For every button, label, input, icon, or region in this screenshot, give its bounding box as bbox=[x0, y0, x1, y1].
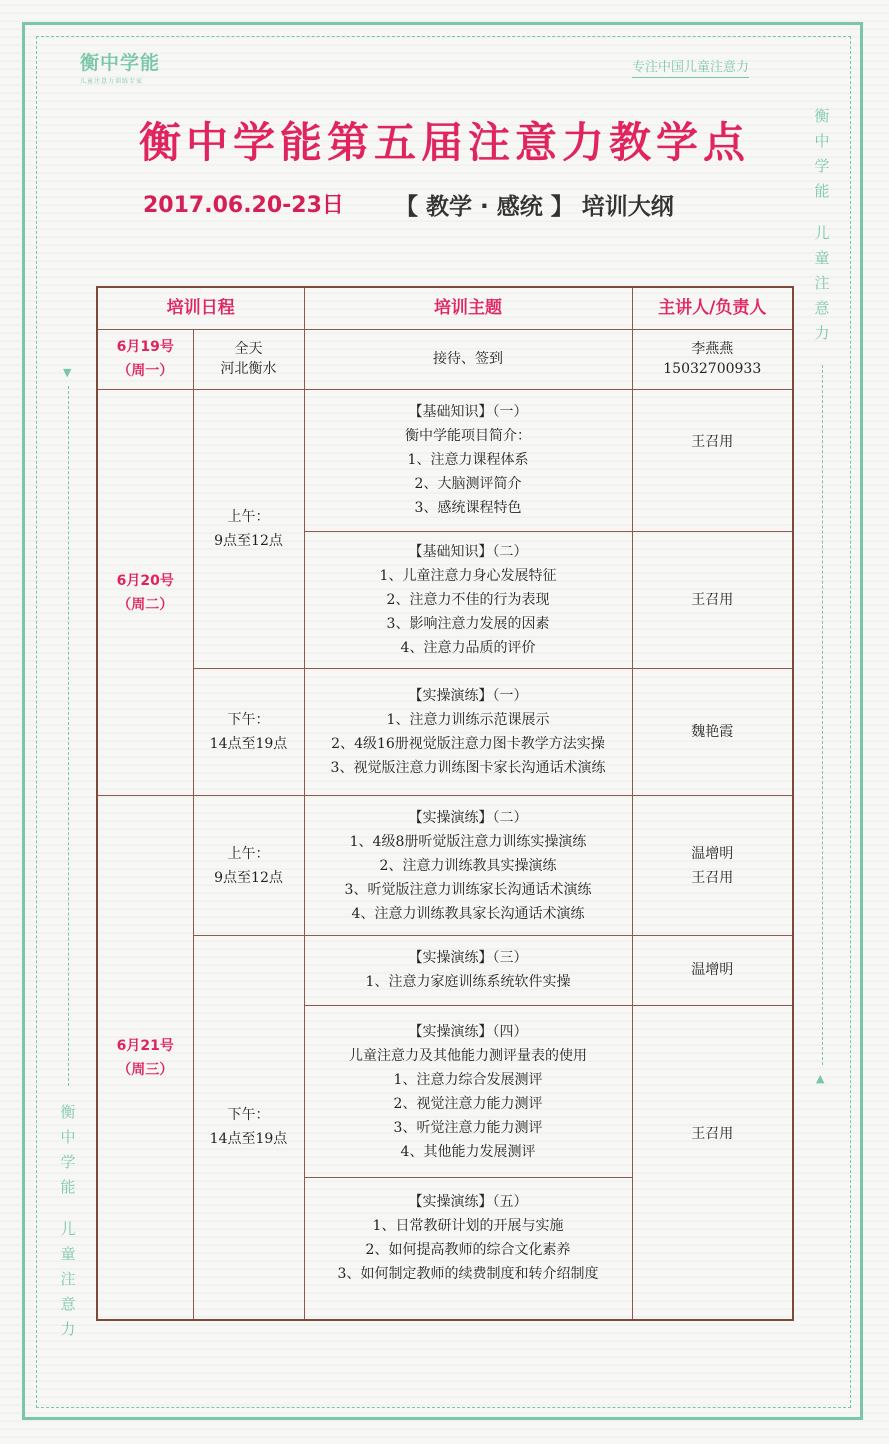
topic-cell: 接待、签到 bbox=[304, 329, 632, 389]
header-topic: 培训主题 bbox=[304, 287, 632, 329]
date-text: 6月20号 bbox=[116, 572, 174, 589]
date-cell bbox=[97, 796, 193, 1320]
table-row bbox=[97, 389, 793, 531]
time-cell bbox=[193, 796, 304, 935]
date-cell bbox=[97, 389, 193, 796]
speaker-name: 王召用 bbox=[691, 869, 734, 886]
speaker-name: 魏艳霞 bbox=[691, 724, 734, 741]
side-text-left bbox=[58, 1100, 78, 1342]
logo-main-text: 衡中学能 bbox=[80, 52, 161, 74]
topic-cell: 【实操演练】（三） 1、注意力家庭训练系统软件实操 bbox=[304, 935, 632, 1005]
outline-title: 【 教学 · 感统 】 培训大纲 bbox=[395, 194, 674, 220]
date-text: 6月21号 bbox=[116, 1037, 174, 1054]
side-char: 学 bbox=[60, 1153, 76, 1171]
topic-cell: 【实操演练】（四） 儿童注意力及其他能力测评量表的使用 1、注意力综合发展测评 2、视觉注意力能力测评 3、听觉注意力能力测评 4、其他能力发展测评 bbox=[304, 1005, 632, 1177]
side-char: 童 bbox=[60, 1245, 76, 1263]
time-cell bbox=[193, 329, 304, 389]
page-title: 衡中学能第五届注意力教学点 bbox=[138, 118, 750, 167]
topic-cell: 【基础知识】（二） 1、儿童注意力身心发展特征 2、注意力不佳的行为表现 3、影响注意力发展的因素 4、注意力品质的评价 bbox=[304, 531, 632, 668]
topic-cell: 【实操演练】（一） 1、注意力训练示范课展示 2、4级16册视觉版注意力图卡教学方法实操 3、视觉版注意力训练图卡家长沟通话术演练 bbox=[304, 669, 632, 796]
time-range: 14点至19点 bbox=[209, 1131, 288, 1148]
up-triangle-icon: ▲ bbox=[816, 1072, 825, 1085]
side-char: 学 bbox=[814, 157, 830, 175]
speaker-cell bbox=[632, 935, 793, 1005]
weekday-text: （周三） bbox=[117, 1061, 174, 1078]
time-range: 14点至19点 bbox=[209, 736, 288, 753]
left-dashed-line bbox=[68, 386, 69, 1086]
speaker-name: 李燕燕 bbox=[691, 341, 734, 358]
weekday-text: （周一） bbox=[117, 363, 174, 380]
time-label: 上午： bbox=[227, 508, 270, 525]
right-dashed-line bbox=[822, 365, 823, 1065]
speaker-name: 温增明 bbox=[691, 845, 734, 862]
topic-cell: 【实操演练】（二） 1、4级8册听觉版注意力训练实操演练 2、注意力训练教具实操演练 3、听觉版注意力训练家长沟通话术演练 4、注意力训练教具家长沟通话术演练 bbox=[304, 796, 632, 935]
speaker-cell bbox=[632, 329, 793, 389]
header-speaker: 主讲人/负责人 bbox=[632, 287, 793, 329]
side-char: 力 bbox=[60, 1320, 76, 1338]
slogan: 专注中国儿童注意力 bbox=[632, 56, 749, 78]
brand-logo bbox=[80, 48, 160, 85]
speaker-cell bbox=[632, 389, 793, 531]
table-row bbox=[97, 935, 793, 1005]
speaker-cell bbox=[632, 531, 793, 668]
speaker-name: 王召用 bbox=[691, 433, 734, 450]
speaker-cell bbox=[632, 796, 793, 935]
side-char: 能 bbox=[814, 182, 830, 200]
speaker-name: 王召用 bbox=[691, 592, 734, 609]
side-char: 童 bbox=[814, 249, 830, 267]
table-row bbox=[97, 796, 793, 935]
time-cell bbox=[193, 935, 304, 1320]
side-char: 中 bbox=[60, 1128, 76, 1146]
time-cell bbox=[193, 389, 304, 669]
side-char: 衡 bbox=[814, 107, 830, 125]
side-char: 意 bbox=[60, 1295, 76, 1313]
side-char: 能 bbox=[60, 1178, 76, 1196]
weekday-text: （周二） bbox=[117, 596, 174, 613]
down-triangle-icon: ▼ bbox=[63, 366, 72, 379]
topic-cell: 【实操演练】（五） 1、日常教研计划的开展与实施 2、如何提高教师的综合文化素养 3、如何制定教师的续费制度和转介绍制度 bbox=[304, 1178, 632, 1320]
date-cell bbox=[97, 329, 193, 389]
date-text: 6月19号 bbox=[116, 339, 174, 356]
time-range: 9点至12点 bbox=[214, 532, 283, 549]
logo-sub-text: 儿童注意力训练专家 bbox=[80, 78, 144, 85]
location-text: 河北衡水 bbox=[220, 361, 277, 378]
time-label: 上午： bbox=[227, 845, 270, 862]
speaker-name: 王召用 bbox=[691, 1126, 734, 1143]
side-char: 儿 bbox=[60, 1220, 76, 1238]
speaker-cell bbox=[632, 669, 793, 796]
time-range: 9点至12点 bbox=[214, 869, 283, 886]
speaker-phone: 15032700933 bbox=[663, 361, 762, 378]
side-char: 意 bbox=[814, 299, 830, 317]
side-text-right bbox=[812, 104, 832, 346]
time-cell bbox=[193, 669, 304, 796]
training-date: 2017.06.20-23日 bbox=[143, 193, 344, 218]
header-schedule: 培训日程 bbox=[97, 287, 304, 329]
side-char: 注 bbox=[814, 274, 830, 292]
topic-cell: 【基础知识】（一） 衡中学能项目简介： 1、注意力课程体系 2、大脑测评简介 3、感统课程特色 bbox=[304, 389, 632, 531]
table-row bbox=[97, 669, 793, 796]
side-char: 中 bbox=[814, 132, 830, 150]
side-char: 衡 bbox=[60, 1103, 76, 1121]
table-row bbox=[97, 329, 793, 389]
schedule-table bbox=[96, 286, 794, 1321]
side-char: 力 bbox=[814, 324, 830, 342]
speaker-name: 温增明 bbox=[691, 962, 734, 979]
time-label: 下午： bbox=[227, 712, 270, 729]
side-char: 儿 bbox=[814, 224, 830, 242]
header-row bbox=[97, 287, 793, 329]
side-char: 注 bbox=[60, 1270, 76, 1288]
speaker-cell bbox=[632, 1005, 793, 1320]
time-text: 全天 bbox=[234, 341, 263, 358]
time-label: 下午： bbox=[227, 1107, 270, 1124]
